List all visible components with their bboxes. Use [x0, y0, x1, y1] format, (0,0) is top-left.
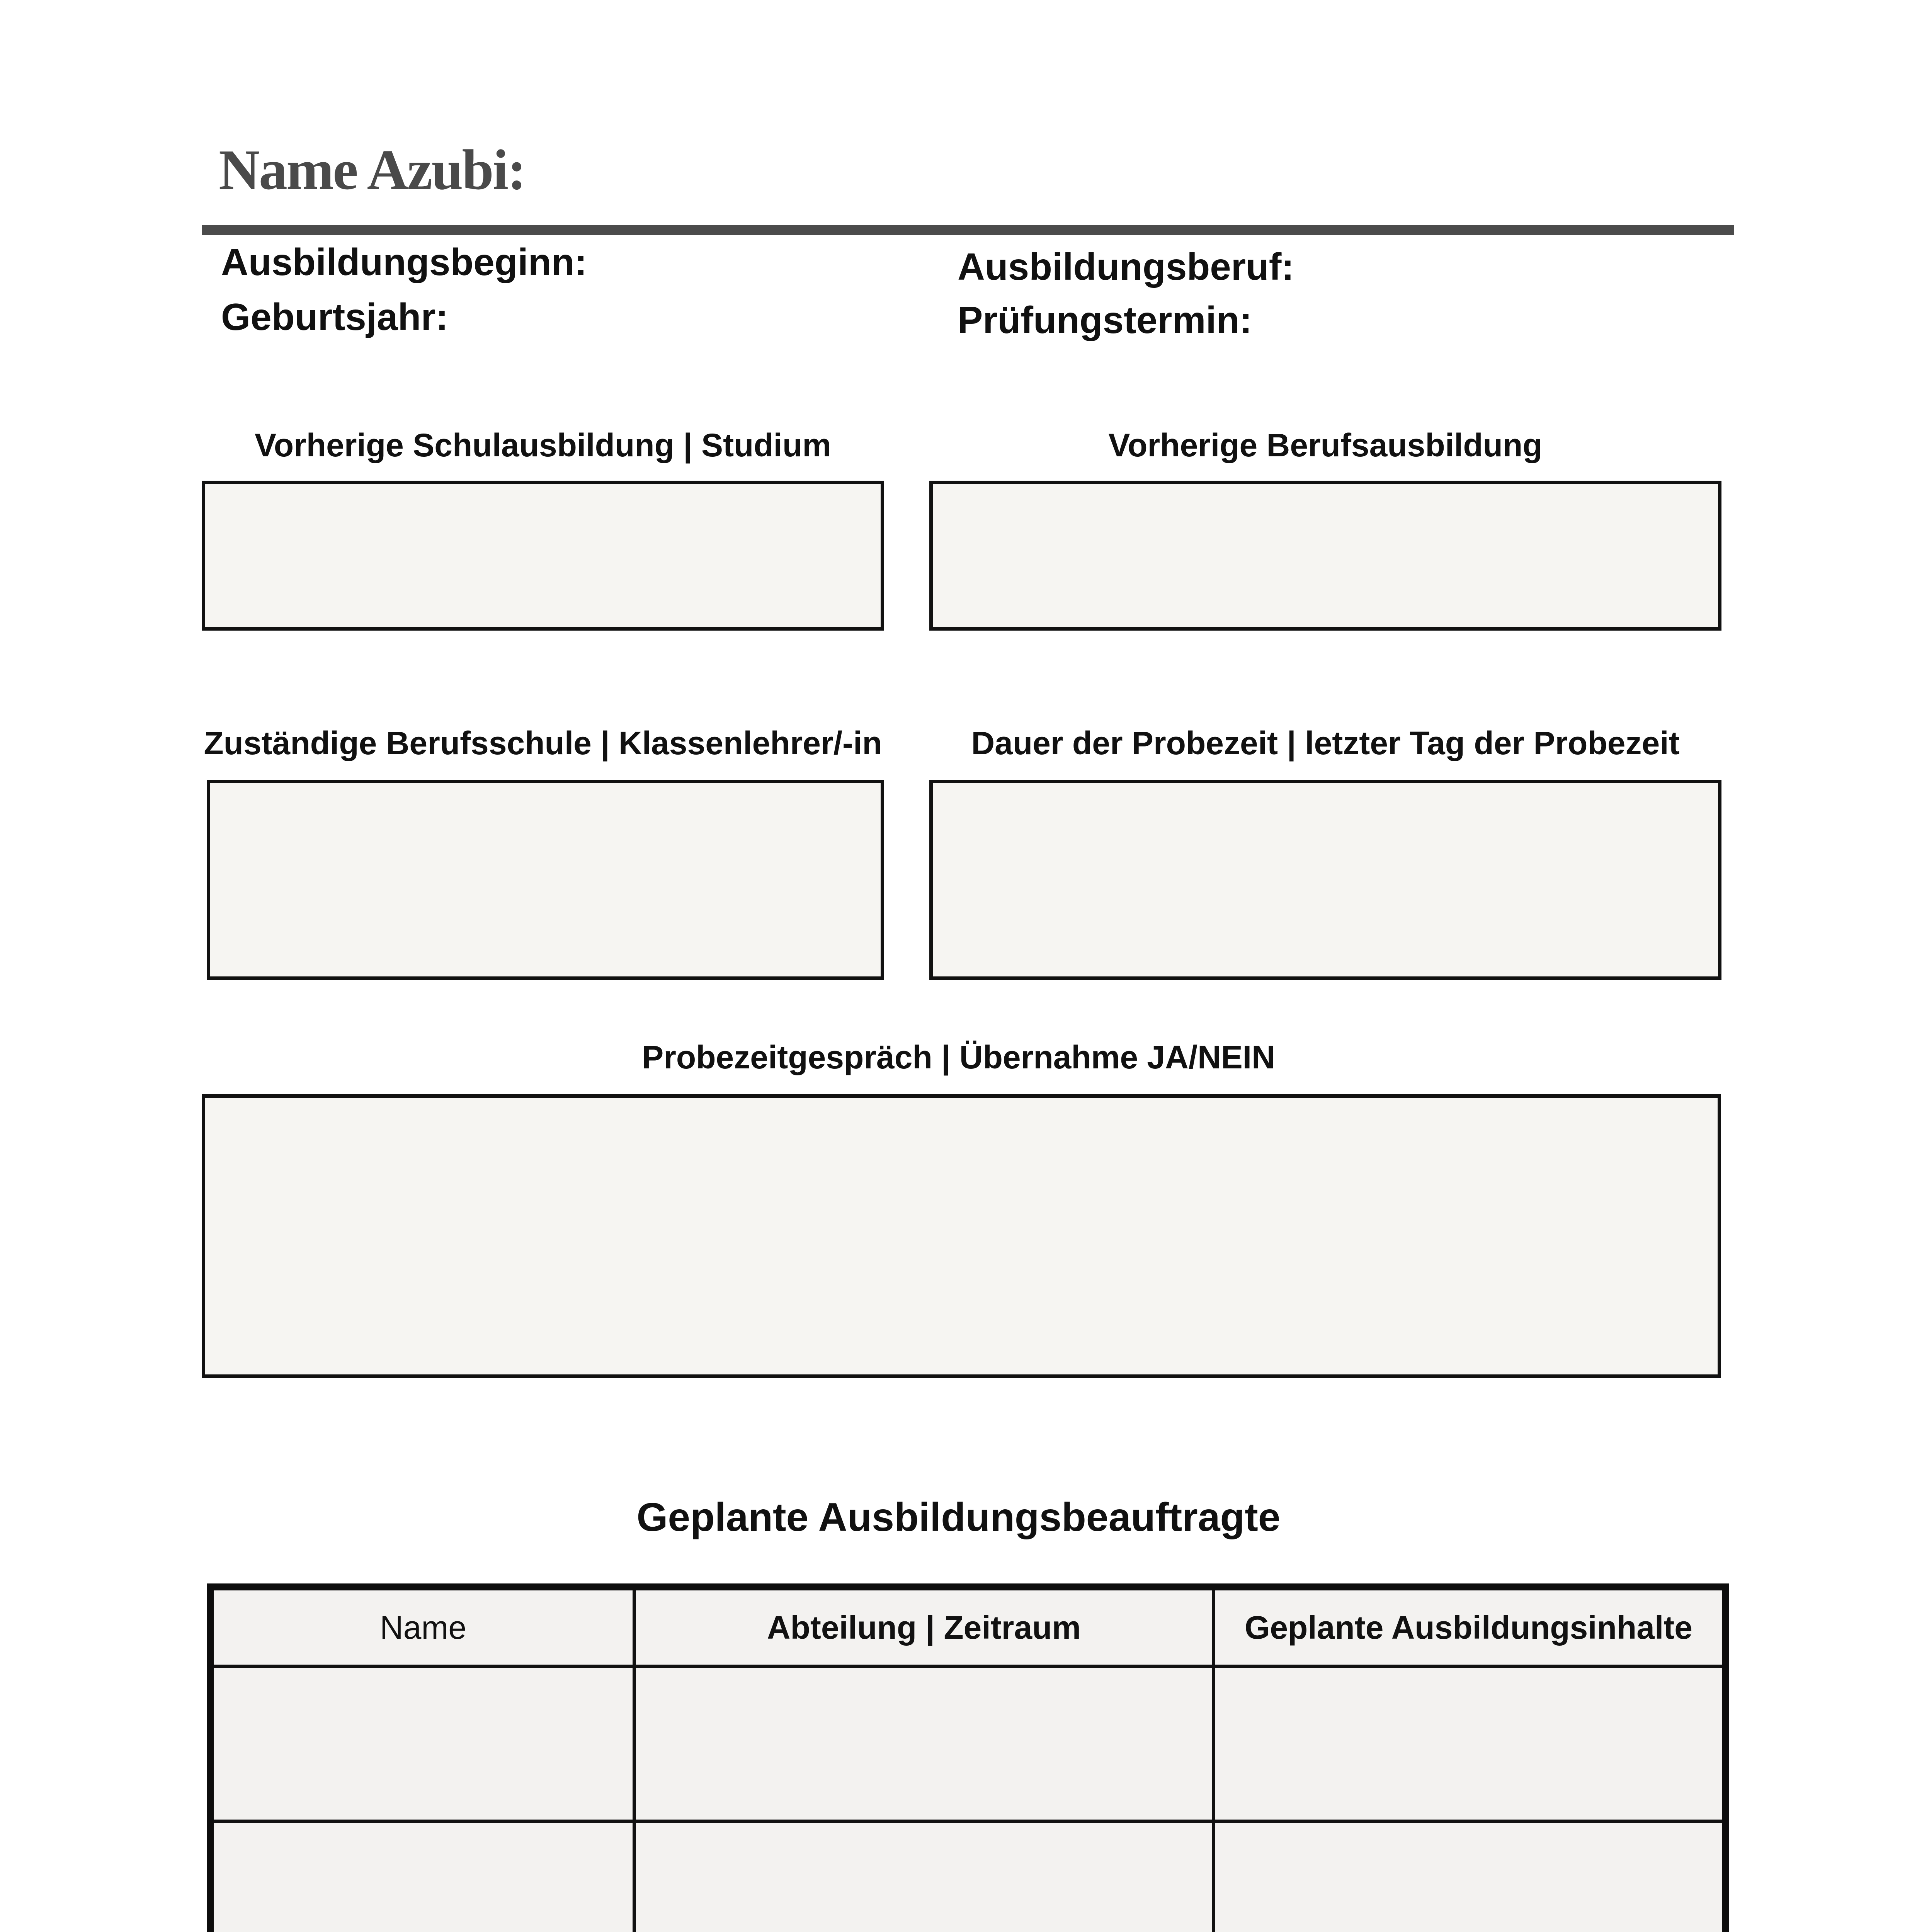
training-start-label: Ausbildungsbeginn:: [221, 241, 587, 283]
probation-box[interactable]: [929, 780, 1721, 980]
table-cell[interactable]: [636, 1668, 1215, 1823]
probation-interview-label: Probezeitgespräch | Übernahme JA/NEIN: [642, 1039, 1275, 1075]
birth-year-label: Geburtsjahr:: [221, 296, 449, 338]
name-azubi-label: Name Azubi:: [219, 138, 526, 202]
prior-school-label: Vorherige Schulausbildung | Studium: [254, 427, 832, 463]
trainers-section-title: Geplante Ausbildungsbeauftragte: [636, 1495, 1281, 1540]
probation-label: Dauer der Probezeit | letzter Tag der Probezeit: [971, 725, 1680, 761]
table-cell[interactable]: [1215, 1823, 1722, 1932]
trainers-table: [207, 1583, 1729, 1932]
header-divider: [202, 225, 1734, 235]
exam-date-label: Prüfungstermin:: [958, 299, 1252, 341]
prior-vocational-label: Vorherige Berufsausbildung: [1108, 427, 1543, 463]
prior-vocational-box[interactable]: [929, 481, 1721, 631]
column-header-name: Name: [214, 1590, 636, 1668]
table-cell[interactable]: [214, 1823, 636, 1932]
table-cell[interactable]: [1215, 1668, 1722, 1823]
column-header-contents: Geplante Ausbildungsinhalte: [1215, 1590, 1722, 1668]
profession-label: Ausbildungsberuf:: [958, 245, 1294, 288]
probation-interview-box[interactable]: [202, 1094, 1721, 1378]
table-cell[interactable]: [214, 1668, 636, 1823]
column-header-department: Abteilung | Zeitraum: [636, 1590, 1215, 1668]
vocational-school-label: Zuständige Berufsschule | Klassenlehrer/-in: [204, 725, 882, 761]
table-cell[interactable]: [636, 1823, 1215, 1932]
vocational-school-box[interactable]: [207, 780, 884, 980]
prior-school-box[interactable]: [202, 481, 884, 631]
